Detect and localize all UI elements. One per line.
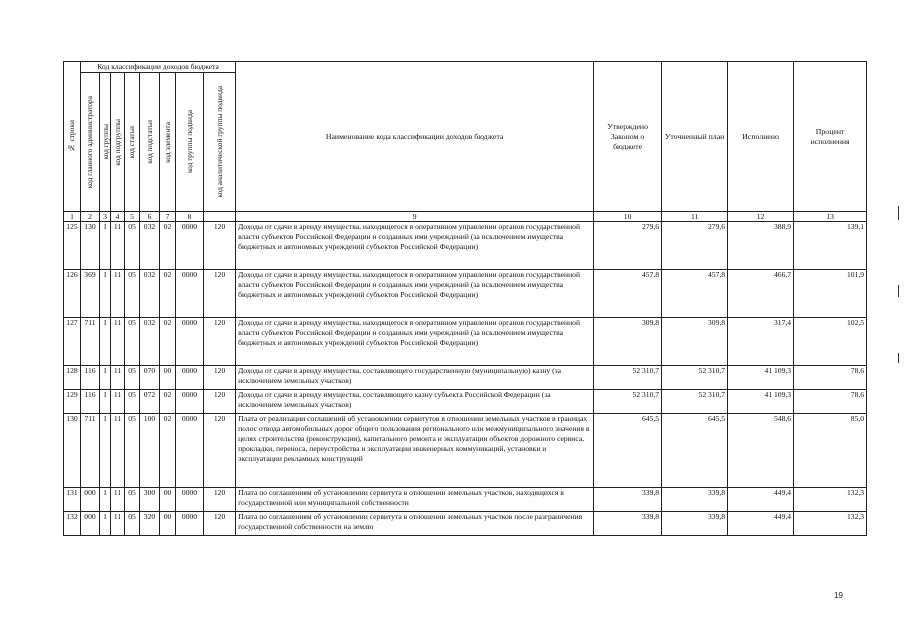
cell-admin: 369 (81, 270, 100, 318)
cell-percent: 102,5 (794, 318, 867, 366)
cell-plan: 309,8 (662, 318, 728, 366)
cell-name: Плата от реализации соглашений об установлении сервитутов в отношении земельных участков в границах полос отвода автомобильных дорог общего пользования регионального или межмуниципального значения в целях строительства (реконструкции), капитального ремонта и эксплуатации объектов дорожного сервиса, прокладки, переноса, переустройства и эксплуатации инженерных коммуникаций, установки и эксплуатации рекламных конструкций (236, 414, 594, 488)
cell-subgroup: 11 (111, 366, 125, 390)
cell-approved: 279,6 (594, 222, 662, 270)
cell-no: 127 (64, 318, 81, 366)
column-number: 11 (662, 212, 728, 222)
cell-subarticle: 100 (140, 414, 160, 488)
cell-subtype: 0000 (176, 512, 204, 536)
cell-subgroup: 11 (111, 512, 125, 536)
cell-exec: 449,4 (728, 512, 794, 536)
cell-name: Плата по соглашениям об установлении сервитута в отношении земельных участков после разграничения государственной собственности на землю (236, 512, 594, 536)
cell-approved: 645,5 (594, 414, 662, 488)
column-number: 4 (111, 212, 125, 222)
cell-analytic: 120 (204, 270, 236, 318)
cell-element: 02 (160, 390, 176, 414)
cell-name: Доходы от сдачи в аренду имущества, находящегося в оперативном управлении органов государственной власти субъектов Российской Федерации и созданных ими учреждений (за исключением имущества бюджетных и автономных учреждений субъектов Российской Федерации) (236, 270, 594, 318)
cell-subgroup: 11 (111, 414, 125, 488)
cell-name: Плата по соглашениям об установлении сервитута в отношении земельных участков, находящихся в государственной или муниципальной собственности (236, 488, 594, 512)
column-number: 5 (125, 212, 140, 222)
cell-subarticle: 300 (140, 488, 160, 512)
cell-admin: 116 (81, 390, 100, 414)
column-number: 2 (81, 212, 100, 222)
header-row-number-text: № строки (67, 120, 76, 153)
cell-element: 00 (160, 488, 176, 512)
table-row (64, 366, 867, 390)
table-row (64, 488, 867, 512)
cell-group: 1 (100, 318, 111, 366)
page-number: 19 (834, 591, 843, 600)
header-subgroup-text: код подгруппы (112, 118, 122, 166)
cell-article: 05 (125, 390, 140, 414)
cell-element: 00 (160, 512, 176, 536)
table-row (64, 318, 867, 366)
cell-element: 02 (160, 414, 176, 488)
cell-approved: 52 310,7 (594, 366, 662, 390)
header-analytic-group-text: код аналитической группы подвида (214, 86, 224, 198)
header-exec: Исполнено (728, 62, 794, 212)
cell-percent: 132,3 (794, 512, 867, 536)
cell-no: 130 (64, 414, 81, 488)
header-admin-text: код главного администратора (85, 95, 94, 189)
column-number: 7 (160, 212, 176, 222)
cell-article: 05 (125, 366, 140, 390)
column-number: 1 (64, 212, 81, 222)
cell-analytic: 120 (204, 512, 236, 536)
cell-subgroup: 11 (111, 222, 125, 270)
header-name: Наименование кода классификации доходов бюджета (236, 62, 594, 212)
header-plan: Уточненный план (662, 62, 728, 212)
cell-name: Доходы от сдачи в аренду имущества, находящегося в оперативном управлении органов государственной власти субъектов Российской Федерации и созданных ими учреждений (за исключением имущества бюджетных и автономных учреждений субъектов Российской Федерации) (236, 222, 594, 270)
cell-group: 1 (100, 366, 111, 390)
cell-subgroup: 11 (111, 390, 125, 414)
cell-percent: 101,9 (794, 270, 867, 318)
header-classification-group: Код классификации доходов бюджета (81, 62, 236, 73)
header-group-text: код группы (101, 124, 110, 160)
cell-admin: 000 (81, 488, 100, 512)
cell-plan: 645,5 (662, 414, 728, 488)
cell-subtype: 0000 (176, 318, 204, 366)
cell-element: 02 (160, 270, 176, 318)
cell-plan: 457,8 (662, 270, 728, 318)
header-element-text: код элемента (162, 121, 172, 163)
column-number: 8 (176, 212, 204, 222)
table-row (64, 414, 867, 488)
cell-no: 129 (64, 390, 81, 414)
header-subarticle (140, 73, 160, 212)
header-group (100, 73, 111, 212)
cell-exec: 41 109,3 (728, 366, 794, 390)
margin-mark (898, 353, 899, 363)
cell-subarticle: 032 (140, 270, 160, 318)
cell-article: 05 (125, 414, 140, 488)
cell-exec: 317,4 (728, 318, 794, 366)
header-subtype-group (176, 73, 204, 212)
cell-approved: 52 310,7 (594, 390, 662, 414)
cell-name: Доходы от сдачи в аренду имущества, находящегося в оперативном управлении органов государственной власти субъектов Российской Федерации и созданных ими учреждений (за исключением имущества бюджетных и автономных учреждений субъектов Российской Федерации) (236, 318, 594, 366)
cell-no: 128 (64, 366, 81, 390)
column-number: 9 (236, 212, 594, 222)
margin-mark (898, 285, 899, 297)
cell-group: 1 (100, 414, 111, 488)
cell-article: 05 (125, 512, 140, 536)
cell-group: 1 (100, 512, 111, 536)
cell-approved: 339,8 (594, 512, 662, 536)
cell-percent: 132,3 (794, 488, 867, 512)
cell-group: 1 (100, 390, 111, 414)
budget-income-table (63, 61, 867, 536)
cell-article: 05 (125, 270, 140, 318)
cell-exec: 548,6 (728, 414, 794, 488)
cell-article: 05 (125, 222, 140, 270)
cell-exec: 449,4 (728, 488, 794, 512)
header-analytic-group (204, 73, 236, 212)
cell-plan: 339,8 (662, 512, 728, 536)
cell-exec: 466,7 (728, 270, 794, 318)
cell-group: 1 (100, 222, 111, 270)
cell-subtype: 0000 (176, 390, 204, 414)
cell-element: 02 (160, 318, 176, 366)
cell-analytic: 120 (204, 414, 236, 488)
cell-analytic: 120 (204, 366, 236, 390)
cell-analytic: 120 (204, 318, 236, 366)
cell-analytic: 120 (204, 222, 236, 270)
table-row (64, 270, 867, 318)
cell-percent: 78,6 (794, 390, 867, 414)
cell-approved: 309,8 (594, 318, 662, 366)
cell-percent: 139,1 (794, 222, 867, 270)
cell-admin: 711 (81, 318, 100, 366)
cell-admin: 130 (81, 222, 100, 270)
cell-subarticle: 320 (140, 512, 160, 536)
cell-group: 1 (100, 488, 111, 512)
header-admin (81, 73, 100, 212)
cell-plan: 52 310,7 (662, 366, 728, 390)
cell-no: 126 (64, 270, 81, 318)
cell-article: 05 (125, 318, 140, 366)
table-row (64, 390, 867, 414)
cell-subtype: 0000 (176, 414, 204, 488)
header-element (160, 73, 176, 212)
cell-percent: 85,0 (794, 414, 867, 488)
cell-name: Доходы от сдачи в аренду имущества, составляющего казну субъекта Российской Федерации (за исключением земельных участков) (236, 390, 594, 414)
cell-subarticle: 032 (140, 318, 160, 366)
column-number: 12 (728, 212, 794, 222)
cell-article: 05 (125, 488, 140, 512)
cell-subgroup: 11 (111, 318, 125, 366)
cell-no: 132 (64, 512, 81, 536)
header-approved: Утверждено Законом о бюджете (594, 62, 662, 212)
cell-subtype: 0000 (176, 488, 204, 512)
header-subtype-group-text: код группы подвида (184, 110, 194, 174)
cell-plan: 339,8 (662, 488, 728, 512)
cell-percent: 78,6 (794, 366, 867, 390)
header-subgroup (111, 73, 125, 212)
cell-subtype: 0000 (176, 270, 204, 318)
cell-subgroup: 11 (111, 488, 125, 512)
cell-analytic: 120 (204, 488, 236, 512)
cell-group: 1 (100, 270, 111, 318)
margin-mark (898, 206, 899, 220)
column-number: 6 (140, 212, 160, 222)
column-number: 3 (100, 212, 111, 222)
cell-plan: 52 310,7 (662, 390, 728, 414)
cell-subgroup: 11 (111, 270, 125, 318)
cell-exec: 388,9 (728, 222, 794, 270)
cell-analytic: 120 (204, 390, 236, 414)
cell-approved: 457,8 (594, 270, 662, 318)
cell-no: 131 (64, 488, 81, 512)
cell-subarticle: 072 (140, 390, 160, 414)
cell-subtype: 0000 (176, 366, 204, 390)
cell-subtype: 0000 (176, 222, 204, 270)
cell-element: 00 (160, 366, 176, 390)
column-number: 10 (594, 212, 662, 222)
cell-subarticle: 032 (140, 222, 160, 270)
table-row (64, 222, 867, 270)
cell-element: 02 (160, 222, 176, 270)
header-row-number (64, 62, 81, 212)
cell-plan: 279,6 (662, 222, 728, 270)
table-row (64, 512, 867, 536)
cell-name: Доходы от сдачи в аренду имущества, составляющего государственную (муниципальную) казну (за исключением земельных участков) (236, 366, 594, 390)
cell-approved: 339,8 (594, 488, 662, 512)
cell-admin: 000 (81, 512, 100, 536)
cell-admin: 116 (81, 366, 100, 390)
column-numbers-row (64, 212, 867, 222)
header-article (125, 73, 140, 212)
cell-admin: 711 (81, 414, 100, 488)
header-article-text: код статьи (127, 125, 136, 159)
cell-subarticle: 070 (140, 366, 160, 390)
cell-no: 125 (64, 222, 81, 270)
column-number-blank (204, 212, 236, 222)
header-subarticle-text: код подстатьи (144, 120, 154, 164)
header-percent: Процент исполнения (794, 62, 867, 212)
cell-exec: 41 109,3 (728, 390, 794, 414)
column-number: 13 (794, 212, 867, 222)
